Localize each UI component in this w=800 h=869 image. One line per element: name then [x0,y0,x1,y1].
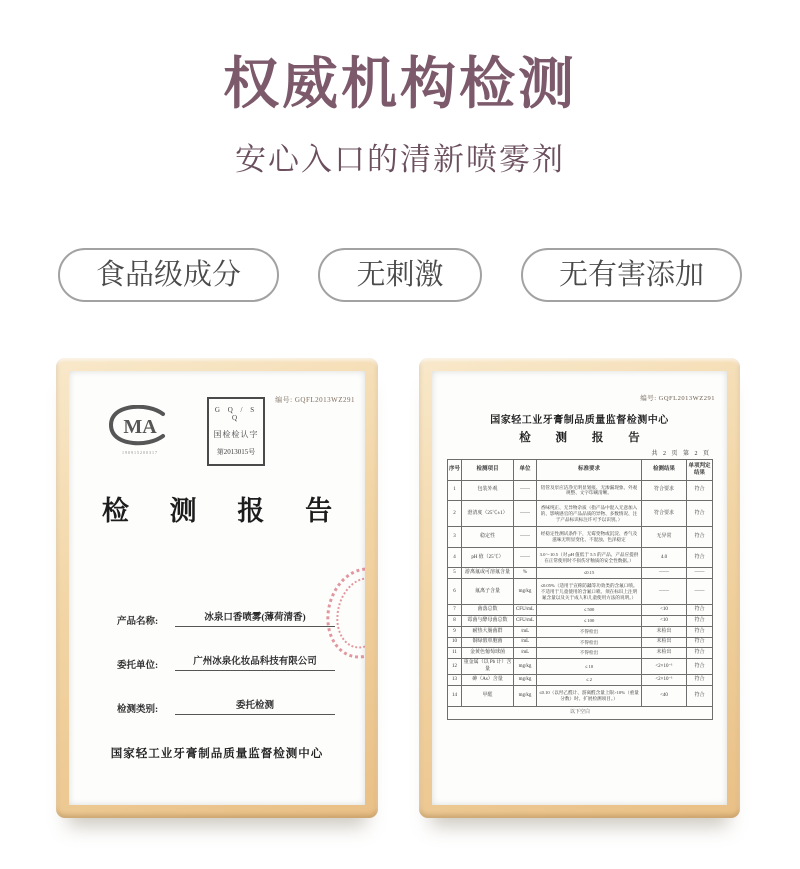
cell: 重金属（以 Pb 计）含量 [462,658,514,675]
cell: 12 [448,658,462,675]
page-title: 权威机构检测 [223,52,577,115]
svg-text:MA: MA [123,416,157,438]
table-row [448,605,713,616]
cell: 13 [448,675,462,686]
badge-row [58,248,742,302]
cell: 未检出 [642,648,687,659]
cell: 8 [448,616,462,627]
cell: % [514,568,537,579]
cell: 9 [448,626,462,637]
cell: ≤0.05%（适用于宣称防龋等功效类的含氟口喷。不适用于儿童使用的含氟口喷。须在标识上注明氟含量以及关于成人和儿童使用方法的说明。） [537,579,642,605]
cell: 不得检出 [537,648,642,659]
cell: 不得检出 [537,637,642,648]
cell: ≤0.15 [537,568,642,579]
cell: 澄清度（25℃±1） [462,501,514,527]
cell: 符合 [687,675,713,686]
issuing-authority: 国家轻工业牙膏制品质量监督检测中心 [110,748,324,760]
table-row [448,637,713,648]
wood-frame [419,358,740,818]
cell: <40 [642,686,687,706]
field-label: 委托单位: [117,661,159,671]
field-client [117,653,347,671]
cell: 3 [448,527,462,547]
cell: /mL [514,648,537,659]
cell: 不得检出 [537,626,642,637]
stamp-line: G Q / S Q [214,406,258,422]
cell: 霉菌与酵母菌总数 [462,616,514,627]
cell: 游离氟或可溶氟含量 [462,568,514,579]
cell: 符合 [687,658,713,675]
cell: 符合 [687,648,713,659]
cell: 符合 [687,616,713,627]
col-header: 标准要求 [537,460,642,481]
page-subtitle: 安心入口的清新喷雾剂 [235,142,565,177]
cell: 1 [448,480,462,500]
cell: ≤ 100 [537,616,642,627]
cell: 符合 [687,480,713,500]
cell: 未检出 [642,637,687,648]
cell: —— [514,527,537,547]
table-row [448,675,713,686]
cell: mg/kg [514,675,537,686]
table-row [448,501,713,527]
cell: —— [687,568,713,579]
cell: <2×10⁻¹ [642,675,687,686]
cell: 符合 [687,605,713,616]
cell: 符合 [687,686,713,706]
cell: —— [642,579,687,605]
cell: 符合 [687,637,713,648]
col-header: 检测结果 [642,460,687,481]
cell: 5 [448,568,462,579]
field-value: 广州冰泉化妆品科技有限公司 [175,653,335,671]
cell: /mL [514,626,537,637]
certificate-title: 检 测 报 告 [101,496,350,526]
table-row [448,626,713,637]
cell: 砷（As）含量 [462,675,514,686]
cell: ≤ 2 [537,675,642,686]
field-label: 检测类别: [117,705,159,715]
cell: 包装外观 [462,480,514,500]
table-header-row [448,460,713,481]
cma-cert-number: 190915200317 [122,450,158,455]
field-product-name [117,609,347,627]
cell: 符合 [687,501,713,527]
report-number: 编号: GQFL2013WZ291 [275,396,355,404]
certificate-results [419,358,740,818]
cell: mg/kg [514,686,537,706]
cell: 符合 [687,527,713,547]
cell: 铝管及泵应洁净无明显划痕、无渗漏现象、外观规整、文字印刷清晰。 [537,480,642,500]
cell: 符合要求 [642,480,687,500]
cell: CFU/mL [514,605,537,616]
cell: /mL [514,637,537,648]
cell: 4.0 [642,547,687,567]
cell: <10 [642,616,687,627]
badge-no-harmful-additives: 无有害添加 [521,248,742,302]
cell: 香味纯正、无异物杂质（指产品中混入无意加入的、影响感官的产品品质的异物、多数情况、注于产品标识标注许可予以识别。） [537,501,642,527]
table-row [448,568,713,579]
page-indicator: 共 2 页 第 2 页 [651,451,711,457]
cell: 铜绿假单胞菌 [462,637,514,648]
certificate-cover-paper [69,371,365,805]
cell: 甲醛 [462,686,514,706]
field-label: 产品名称: [117,617,159,627]
cma-logo [105,405,175,455]
table-blank-row [448,706,713,719]
field-value: 冰泉口香喷雾(薄荷清香) [175,609,335,627]
cell: 符合 [687,626,713,637]
table-row [448,616,713,627]
col-header: 序号 [448,460,462,481]
table-row [448,579,713,605]
cell: 符合 [687,547,713,567]
cell: 金黄色葡萄球菌 [462,648,514,659]
stamp-line: 国检检认字 [213,430,259,439]
table-row [448,527,713,547]
cell: 11 [448,648,462,659]
cell: 氟离子含量 [462,579,514,605]
table-row [448,547,713,567]
badge-food-grade: 食品级成分 [58,248,279,302]
report-number: 编号: GQFL2013WZ291 [640,395,715,402]
badge-non-irritating: 无刺激 [318,248,481,302]
cell: CFU/mL [514,616,537,627]
cell: 符合要求 [642,501,687,527]
cell: —— [687,579,713,605]
cell: <10 [642,605,687,616]
cell: 经稳定性测试条件下，无霉变物或沉淀、香气及滋味无明显变化、不混浊、色泽稳定 [537,527,642,547]
cell: —— [514,501,537,527]
cell: 3.0～10.5（对 pH 值低于 5.5 的产品、产品应提供在正常使用时不损伤牙釉质的安全性数据。） [537,547,642,567]
cell: ≤ 10 [537,658,642,675]
cell: 10 [448,637,462,648]
cell: 菌落总数 [462,605,514,616]
field-value: 委托检测 [175,697,335,715]
stamp-line: 第2013015号 [216,448,256,456]
cell: <2×10⁻¹ [642,658,687,675]
field-test-type [117,697,347,715]
col-header: 单位 [514,460,537,481]
col-header: 检测项目 [462,460,514,481]
table-row [448,658,713,675]
cell: mg/kg [514,579,537,605]
certificate-cover [56,358,378,818]
cell: 耐热大肠菌群 [462,626,514,637]
cell: —— [514,480,537,500]
cell: 14 [448,686,462,706]
issuing-authority: 国家轻工业牙膏制品质量监督检测中心 [490,415,669,426]
cell: ≤ 500 [537,605,642,616]
col-header: 单项判定结果 [687,460,713,481]
accreditation-stamp [207,397,265,466]
wood-frame [56,358,378,818]
test-report-table [447,459,713,720]
cell: 7 [448,605,462,616]
table-row [448,480,713,500]
cell: 2 [448,501,462,527]
cell: 无异常 [642,527,687,547]
cell: 6 [448,579,462,605]
certificate-results-paper [432,371,727,805]
table-row [448,648,713,659]
cma-mark-icon [107,405,173,447]
cell: —— [642,568,687,579]
cell: 4 [448,547,462,567]
table-row [448,686,713,706]
cell: —— [514,547,537,567]
cell: ≤0.10（以羟乙醛计、游离醛含量上限>10%（重量分数）时、扩展检测项目。） [537,686,642,706]
cell: pH 值（25℃） [462,547,514,567]
blank-note: 以下空白 [448,706,713,719]
cell: 稳定性 [462,527,514,547]
cell: 未检出 [642,626,687,637]
cell: mg/kg [514,658,537,675]
certificate-title: 检 测 报 告 [519,432,651,444]
